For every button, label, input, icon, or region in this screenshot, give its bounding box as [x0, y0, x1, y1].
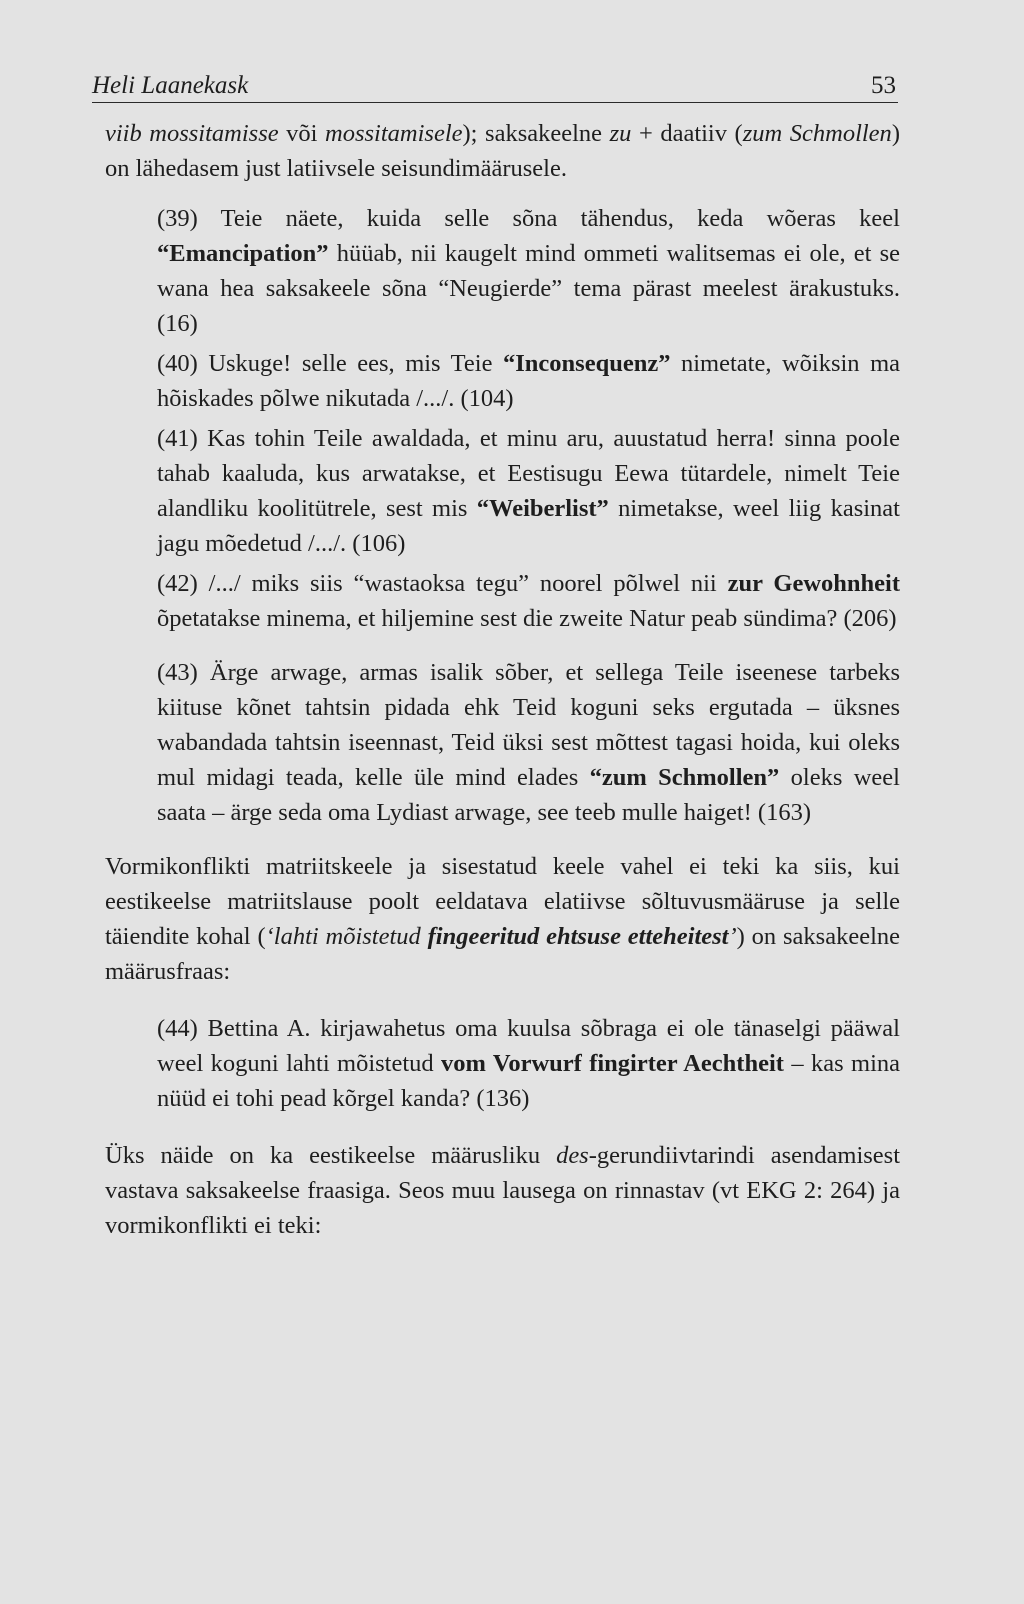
text-run: või	[278, 120, 326, 147]
italic-term: zu	[609, 120, 632, 147]
text-run: – kas mina nüüd ei tohi pead kõrgel kanda? (136)	[157, 1050, 900, 1112]
text-run: (40) Uskuge! selle ees, mis Teie	[157, 350, 503, 377]
running-header-author: Heli Laanekask	[92, 72, 249, 99]
example-43	[157, 655, 900, 830]
final-paragraph	[105, 1138, 900, 1243]
italic-term: zum Schmollen	[742, 120, 892, 147]
german-term: “Emancipation”	[157, 240, 329, 267]
example-41	[157, 421, 900, 561]
example-42	[157, 566, 900, 636]
italic-term: des	[556, 1142, 589, 1169]
text-run: ); saksakeelne	[462, 120, 610, 147]
italic-gloss: ‘lahti mõistetud	[265, 923, 428, 950]
example-44	[157, 1011, 900, 1116]
bold-italic-gloss: fingeeritud ehtsuse etteheitest	[427, 923, 729, 950]
example-39	[157, 201, 900, 341]
text-run: nimetate, wõiksin ma hõiskades põlwe nikutada /.../. (104)	[157, 350, 900, 412]
german-term: zur Gewohnheit	[727, 570, 900, 597]
text-run: hüüab, nii kaugelt mind ommeti walitsemas ei ole, et se wana hea saksakeele sõna “Neugierde” tema pärast meelest ärakustuks. (16)	[157, 240, 900, 337]
middle-paragraph	[105, 849, 900, 989]
text-run: (43) Ärge arwage, armas isalik sõber, et sellega Teile iseenese tarbeks kiituse kõnet tahtsin pidada ehk Teid koguni seks ergutada – üksnes wabandada tahtsin iseennast, Teid üksi sest mõttest tagasi hoida, kui oleks mul midagi teada, kelle üle mind elades	[157, 659, 900, 791]
text-run: (41) Kas tohin Teile awaldada, et minu aru, auustatud herra! sinna poole tahab kaaluda, kus arwatakse, et Eestisugu Eewa tütardele, nimelt Teie alandliku koolitütrele, sest mis	[157, 425, 900, 522]
italic-term: viib mossitamisse	[105, 120, 279, 147]
text-run: õpetatakse minema, et hiljemine sest die zweite Natur peab sündima? (206)	[157, 605, 897, 632]
example-40	[157, 346, 900, 416]
german-term: “zum Schmollen”	[589, 764, 780, 791]
page-number: 53	[871, 72, 896, 99]
text-run: Üks näide on ka eestikeelse määrusliku	[105, 1142, 557, 1169]
text-run: ) on lähedasem just latiivsele seisundimäärusele.	[105, 120, 900, 182]
german-term: “Weiberlist”	[476, 495, 609, 522]
text-run: ) on saksakeelne määrusfraas:	[105, 923, 900, 985]
running-header	[92, 68, 898, 103]
text-run: nimetakse, weel liig kasinat jagu mõedetud /.../. (106)	[157, 495, 900, 557]
text-run: -gerundiivtarindi asendamisest vastava saksakeelse fraasiga. Seos muu lausega on rinnastav (vt EKG 2: 264) ja vormikonflikti ei teki:	[105, 1142, 901, 1239]
text-run: + daatiiv (	[631, 120, 743, 147]
text-run: (39) Teie näete, kuida selle sõna tähendus, keda wõeras keel	[157, 205, 900, 232]
text-run: (44) Bettina A. kirjawahetus oma kuulsa sõbraga ei ole tänaselgi pääwal weel koguni lahti mõistetud	[157, 1015, 900, 1077]
german-term: “Inconsequenz”	[503, 350, 671, 377]
text-run: Vormikonflikti matriitskeele ja sisestatud keele vahel ei teki ka siis, kui eestikeelse matriitslause poolt eeldatava elatiivse sõltuvusmääruse ja selle täiendite kohal (	[105, 853, 900, 950]
german-term: vom Vorwurf fingirter Aechtheit	[441, 1050, 784, 1077]
italic-term: mossitamisele	[325, 120, 463, 147]
body-text	[105, 116, 900, 1243]
intro-paragraph	[105, 116, 900, 186]
text-run: (42) /.../ miks siis “wastaoksa tegu” noorel põlwel nii	[157, 570, 728, 597]
text-run: oleks weel saata – ärge seda oma Lydiast arwage, see teeb mulle haiget! (163)	[157, 764, 900, 826]
italic-gloss: ’	[728, 923, 737, 950]
